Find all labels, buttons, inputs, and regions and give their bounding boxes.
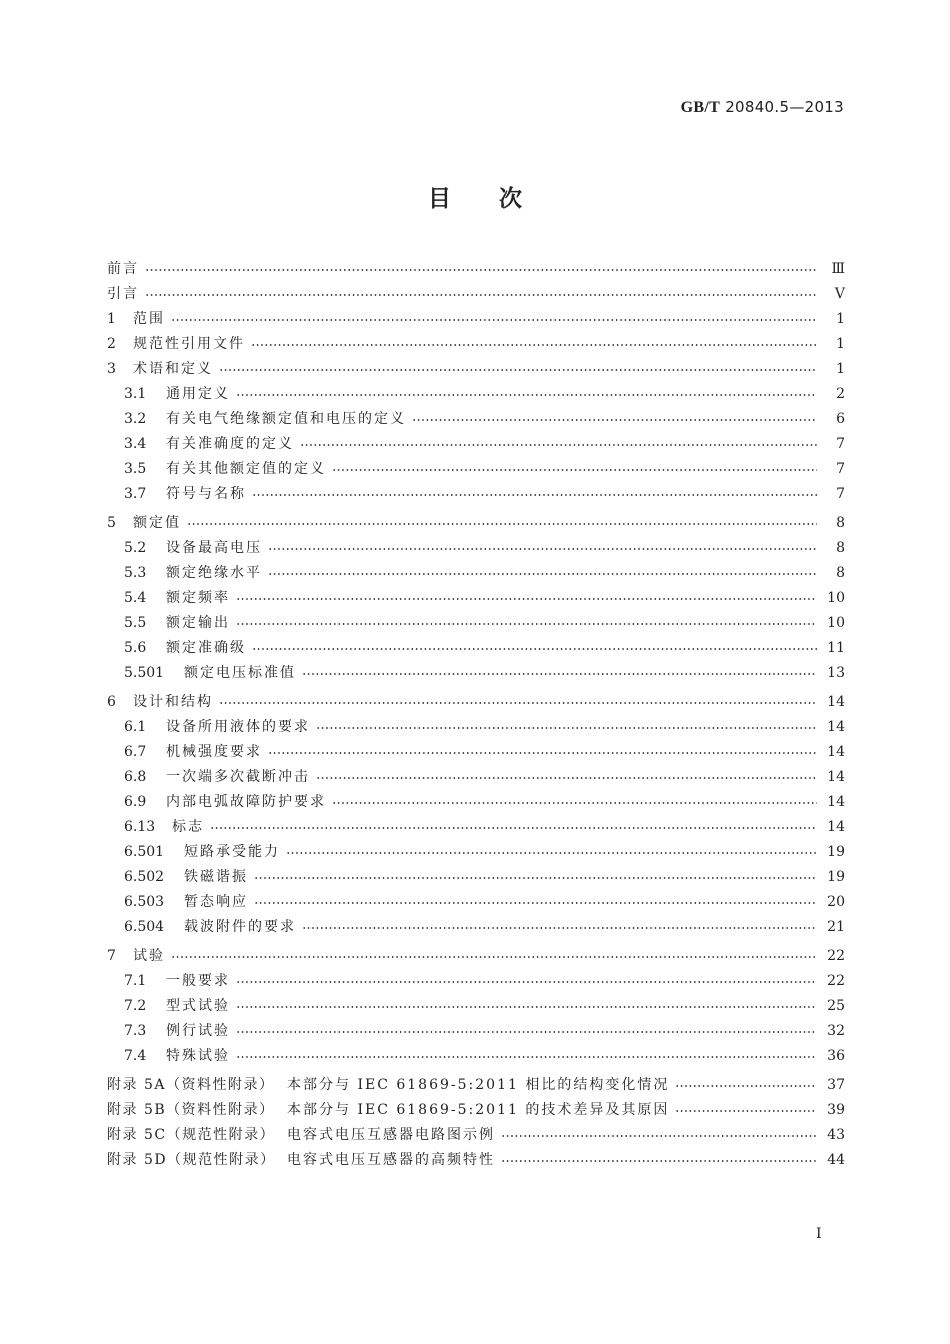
- dot-leader: [268, 742, 817, 756]
- toc-entry[interactable]: [107, 866, 845, 891]
- dot-leader: [268, 538, 817, 552]
- toc-entry[interactable]: [107, 637, 845, 662]
- standard-prefix: GB/T: [680, 99, 721, 116]
- toc-entry-page: 36: [827, 1048, 845, 1064]
- toc-entry-number: 6.8: [124, 769, 147, 785]
- dot-leader: [675, 1100, 817, 1114]
- toc-entry-number: 6: [107, 694, 116, 710]
- toc-entry-page: 1: [836, 311, 845, 327]
- toc-entry-page: 1: [836, 336, 845, 352]
- dot-leader: [501, 1150, 817, 1164]
- toc-entry[interactable]: [107, 741, 845, 766]
- toc-entry[interactable]: [107, 258, 845, 283]
- toc-annex-label: 附录 5A（资料性附录）: [107, 1077, 275, 1093]
- dot-leader: [236, 588, 817, 602]
- toc-entry-number: 5.3: [124, 565, 147, 581]
- toc-entry-title: 标志: [172, 819, 204, 835]
- dot-leader: [252, 638, 817, 652]
- dot-leader: [302, 917, 817, 931]
- toc-entry-title: 引言: [107, 286, 139, 302]
- toc-entry-page: 1: [836, 361, 845, 377]
- toc-entry-page: 22: [827, 973, 845, 989]
- toc-entry-title: 通用定义: [166, 386, 230, 402]
- toc-entry-title: 有关准确度的定义: [166, 436, 294, 452]
- toc-entry-title: 规范性引用文件: [133, 336, 245, 352]
- toc-entry-title: 有关电气绝缘额定值和电压的定义: [166, 411, 406, 427]
- toc-entry-page: 19: [827, 869, 845, 885]
- toc-entry-title: 电容式电压互感器电路图示例: [287, 1127, 495, 1143]
- toc-entry-number: 7.4: [124, 1048, 147, 1064]
- toc-entry[interactable]: [107, 1020, 845, 1045]
- table-of-contents: [107, 258, 845, 1174]
- dot-leader: [219, 692, 817, 706]
- toc-entry-number: 6.502: [124, 869, 165, 885]
- toc-entry[interactable]: [107, 562, 845, 587]
- dot-leader: [236, 384, 817, 398]
- toc-entry-page: 13: [827, 665, 845, 681]
- toc-entry-number: 5.5: [124, 615, 147, 631]
- toc-entry-title: 设备最高电压: [166, 540, 262, 556]
- toc-entry-title: 额定值: [133, 515, 181, 531]
- dot-leader: [316, 717, 817, 731]
- toc-entry-page: 2: [836, 386, 845, 402]
- toc-entry-page: 39: [827, 1102, 845, 1118]
- toc-entry[interactable]: [107, 841, 845, 866]
- toc-entry-number: 5.2: [124, 540, 147, 556]
- dot-leader: [254, 892, 817, 906]
- toc-entry-page: 6: [836, 411, 845, 427]
- toc-entry[interactable]: [107, 1045, 845, 1070]
- toc-entry-number: 3: [107, 361, 116, 377]
- toc-entry-number: 6.504: [124, 919, 165, 935]
- dot-leader: [412, 409, 817, 423]
- dot-leader: [286, 842, 817, 856]
- toc-entry[interactable]: [107, 691, 845, 716]
- dot-leader: [236, 1021, 817, 1035]
- dot-leader: [236, 1046, 817, 1060]
- toc-entry-page: 22: [827, 948, 845, 964]
- toc-entry-title: 术语和定义: [133, 361, 213, 377]
- toc-entry-number: 6.501: [124, 844, 165, 860]
- toc-entry[interactable]: [107, 383, 845, 408]
- toc-entry-page: 8: [836, 565, 845, 581]
- toc-entry-page: 7: [836, 486, 845, 502]
- toc-entry-title: 本部分与 IEC 61869-5:2011 相比的结构变化情况: [287, 1077, 670, 1093]
- toc-entry-page: 44: [827, 1152, 845, 1168]
- toc-entry-page: Ⅲ: [831, 261, 845, 277]
- toc-entry-title: 额定频率: [166, 590, 230, 606]
- toc-entry-number: 3.1: [124, 386, 147, 402]
- dot-leader: [145, 259, 817, 273]
- dot-leader: [302, 663, 817, 677]
- toc-entry-title: 例行试验: [166, 1023, 230, 1039]
- toc-entry-page: 14: [827, 694, 845, 710]
- toc-entry-page: 11: [827, 640, 845, 656]
- page-title: 目次: [428, 186, 570, 212]
- toc-entry[interactable]: [107, 308, 845, 333]
- dot-leader: [254, 867, 817, 881]
- dot-leader: [252, 484, 817, 498]
- toc-entry[interactable]: [107, 1074, 845, 1099]
- toc-entry-number: 6.1: [124, 719, 147, 735]
- toc-annex-label: 附录 5C（规范性附录）: [107, 1127, 276, 1143]
- toc-entry-title: 设计和结构: [133, 694, 213, 710]
- toc-annex-label: 附录 5D（规范性附录）: [107, 1152, 276, 1168]
- toc-entry-number: 5.6: [124, 640, 147, 656]
- dot-leader: [210, 817, 817, 831]
- dot-leader: [145, 284, 817, 298]
- toc-entry-number: 3.5: [124, 461, 147, 477]
- toc-entry-number: 7: [107, 948, 116, 964]
- toc-entry[interactable]: [107, 945, 845, 970]
- dot-leader: [236, 971, 817, 985]
- dot-leader: [251, 334, 817, 348]
- toc-entry-title: 机械强度要求: [166, 744, 262, 760]
- toc-entry-title: 内部电弧故障防护要求: [166, 794, 326, 810]
- toc-entry[interactable]: [107, 433, 845, 458]
- dot-leader: [332, 459, 817, 473]
- toc-entry-number: 7.1: [124, 973, 147, 989]
- toc-entry-page: 10: [827, 590, 845, 606]
- toc-entry-title: 试验: [133, 948, 165, 964]
- toc-entry-number: 5.501: [124, 665, 165, 681]
- toc-entry-number: 5: [107, 515, 116, 531]
- toc-entry-page: 20: [827, 894, 845, 910]
- toc-entry-number: 3.4: [124, 436, 147, 452]
- toc-entry[interactable]: [107, 891, 845, 916]
- toc-entry-title: 特殊试验: [166, 1048, 230, 1064]
- toc-entry-page: 14: [827, 794, 845, 810]
- dot-leader: [332, 792, 817, 806]
- toc-entry-title: 范围: [133, 311, 165, 327]
- toc-entry[interactable]: [107, 662, 845, 687]
- toc-entry[interactable]: [107, 612, 845, 637]
- toc-entry-title: 符号与名称: [166, 486, 246, 502]
- toc-entry[interactable]: [107, 716, 845, 741]
- toc-entry-page: 7: [836, 436, 845, 452]
- dot-leader: [675, 1075, 817, 1089]
- toc-entry-number: 6.503: [124, 894, 165, 910]
- toc-entry-page: 32: [827, 1023, 845, 1039]
- toc-entry-title: 一次端多次截断冲击: [166, 769, 310, 785]
- toc-entry-title: 额定输出: [166, 615, 230, 631]
- toc-entry[interactable]: [107, 1149, 845, 1174]
- toc-entry-page: 14: [827, 719, 845, 735]
- dot-leader: [187, 513, 817, 527]
- toc-entry-number: 5.4: [124, 590, 147, 606]
- toc-entry-number: 2: [107, 336, 116, 352]
- toc-entry-page: 10: [827, 615, 845, 631]
- toc-entry-title: 有关其他额定值的定义: [166, 461, 326, 477]
- toc-entry-number: 3.2: [124, 411, 147, 427]
- toc-entry-page: 21: [827, 919, 845, 935]
- toc-entry[interactable]: [107, 537, 845, 562]
- toc-entry[interactable]: [107, 283, 845, 308]
- dot-leader: [268, 563, 817, 577]
- toc-entry[interactable]: [107, 791, 845, 816]
- toc-entry[interactable]: [107, 408, 845, 433]
- dot-leader: [236, 613, 817, 627]
- toc-annex-label: 附录 5B（资料性附录）: [107, 1102, 275, 1118]
- dot-leader: [501, 1125, 817, 1139]
- dot-leader: [300, 434, 817, 448]
- toc-entry[interactable]: [107, 483, 845, 508]
- toc-entry[interactable]: [107, 358, 845, 383]
- toc-entry-page: 8: [836, 540, 845, 556]
- toc-entry-number: 6.13: [124, 819, 156, 835]
- toc-entry-title: 短路承受能力: [184, 844, 280, 860]
- toc-entry-number: 1: [107, 311, 116, 327]
- toc-entry[interactable]: [107, 333, 845, 358]
- standard-number: 20840.5—2013: [725, 98, 844, 116]
- toc-entry-title: 额定准确级: [166, 640, 246, 656]
- dot-leader: [236, 996, 817, 1010]
- standard-code: [681, 98, 844, 117]
- toc-entry-page: 14: [827, 769, 845, 785]
- toc-entry-number: 7.2: [124, 998, 147, 1014]
- toc-entry-page: Ⅴ: [834, 286, 845, 302]
- toc-entry-page: 25: [827, 998, 845, 1014]
- toc-entry-page: 7: [836, 461, 845, 477]
- toc-entry[interactable]: [107, 458, 845, 483]
- toc-entry-page: 8: [836, 515, 845, 531]
- toc-entry-number: 7.3: [124, 1023, 147, 1039]
- dot-leader: [219, 359, 817, 373]
- toc-entry-title: 一般要求: [166, 973, 230, 989]
- toc-entry-page: 14: [827, 819, 845, 835]
- toc-entry[interactable]: [107, 1124, 845, 1149]
- toc-entry-title: 电容式电压互感器的高频特性: [287, 1152, 495, 1168]
- toc-entry-title: 型式试验: [166, 998, 230, 1014]
- toc-entry-title: 额定绝缘水平: [166, 565, 262, 581]
- toc-entry-number: 6.9: [124, 794, 147, 810]
- toc-entry[interactable]: [107, 766, 845, 791]
- toc-entry[interactable]: [107, 916, 845, 941]
- toc-entry-title: 暂态响应: [184, 894, 248, 910]
- toc-entry-page: 37: [827, 1077, 845, 1093]
- toc-entry-page: 43: [827, 1127, 845, 1143]
- dot-leader: [316, 767, 817, 781]
- footer-page-number: Ⅰ: [816, 1226, 822, 1242]
- toc-entry[interactable]: [107, 816, 845, 841]
- toc-entry[interactable]: [107, 970, 845, 995]
- dot-leader: [171, 309, 817, 323]
- toc-entry-title: 设备所用液体的要求: [166, 719, 310, 735]
- toc-entry-title: 铁磁谐振: [184, 869, 248, 885]
- toc-entry-title: 载波附件的要求: [184, 919, 296, 935]
- toc-entry-title: 额定电压标准值: [184, 665, 296, 681]
- toc-entry[interactable]: [107, 512, 845, 537]
- toc-entry-page: 14: [827, 744, 845, 760]
- toc-entry-title: 本部分与 IEC 61869-5:2011 的技术差异及其原因: [287, 1102, 670, 1118]
- toc-entry-page: 19: [827, 844, 845, 860]
- toc-entry[interactable]: [107, 995, 845, 1020]
- toc-entry-number: 3.7: [124, 486, 147, 502]
- toc-entry[interactable]: [107, 587, 845, 612]
- toc-entry-number: 6.7: [124, 744, 147, 760]
- toc-entry-title: 前言: [107, 261, 139, 277]
- toc-entry[interactable]: [107, 1099, 845, 1124]
- dot-leader: [171, 946, 817, 960]
